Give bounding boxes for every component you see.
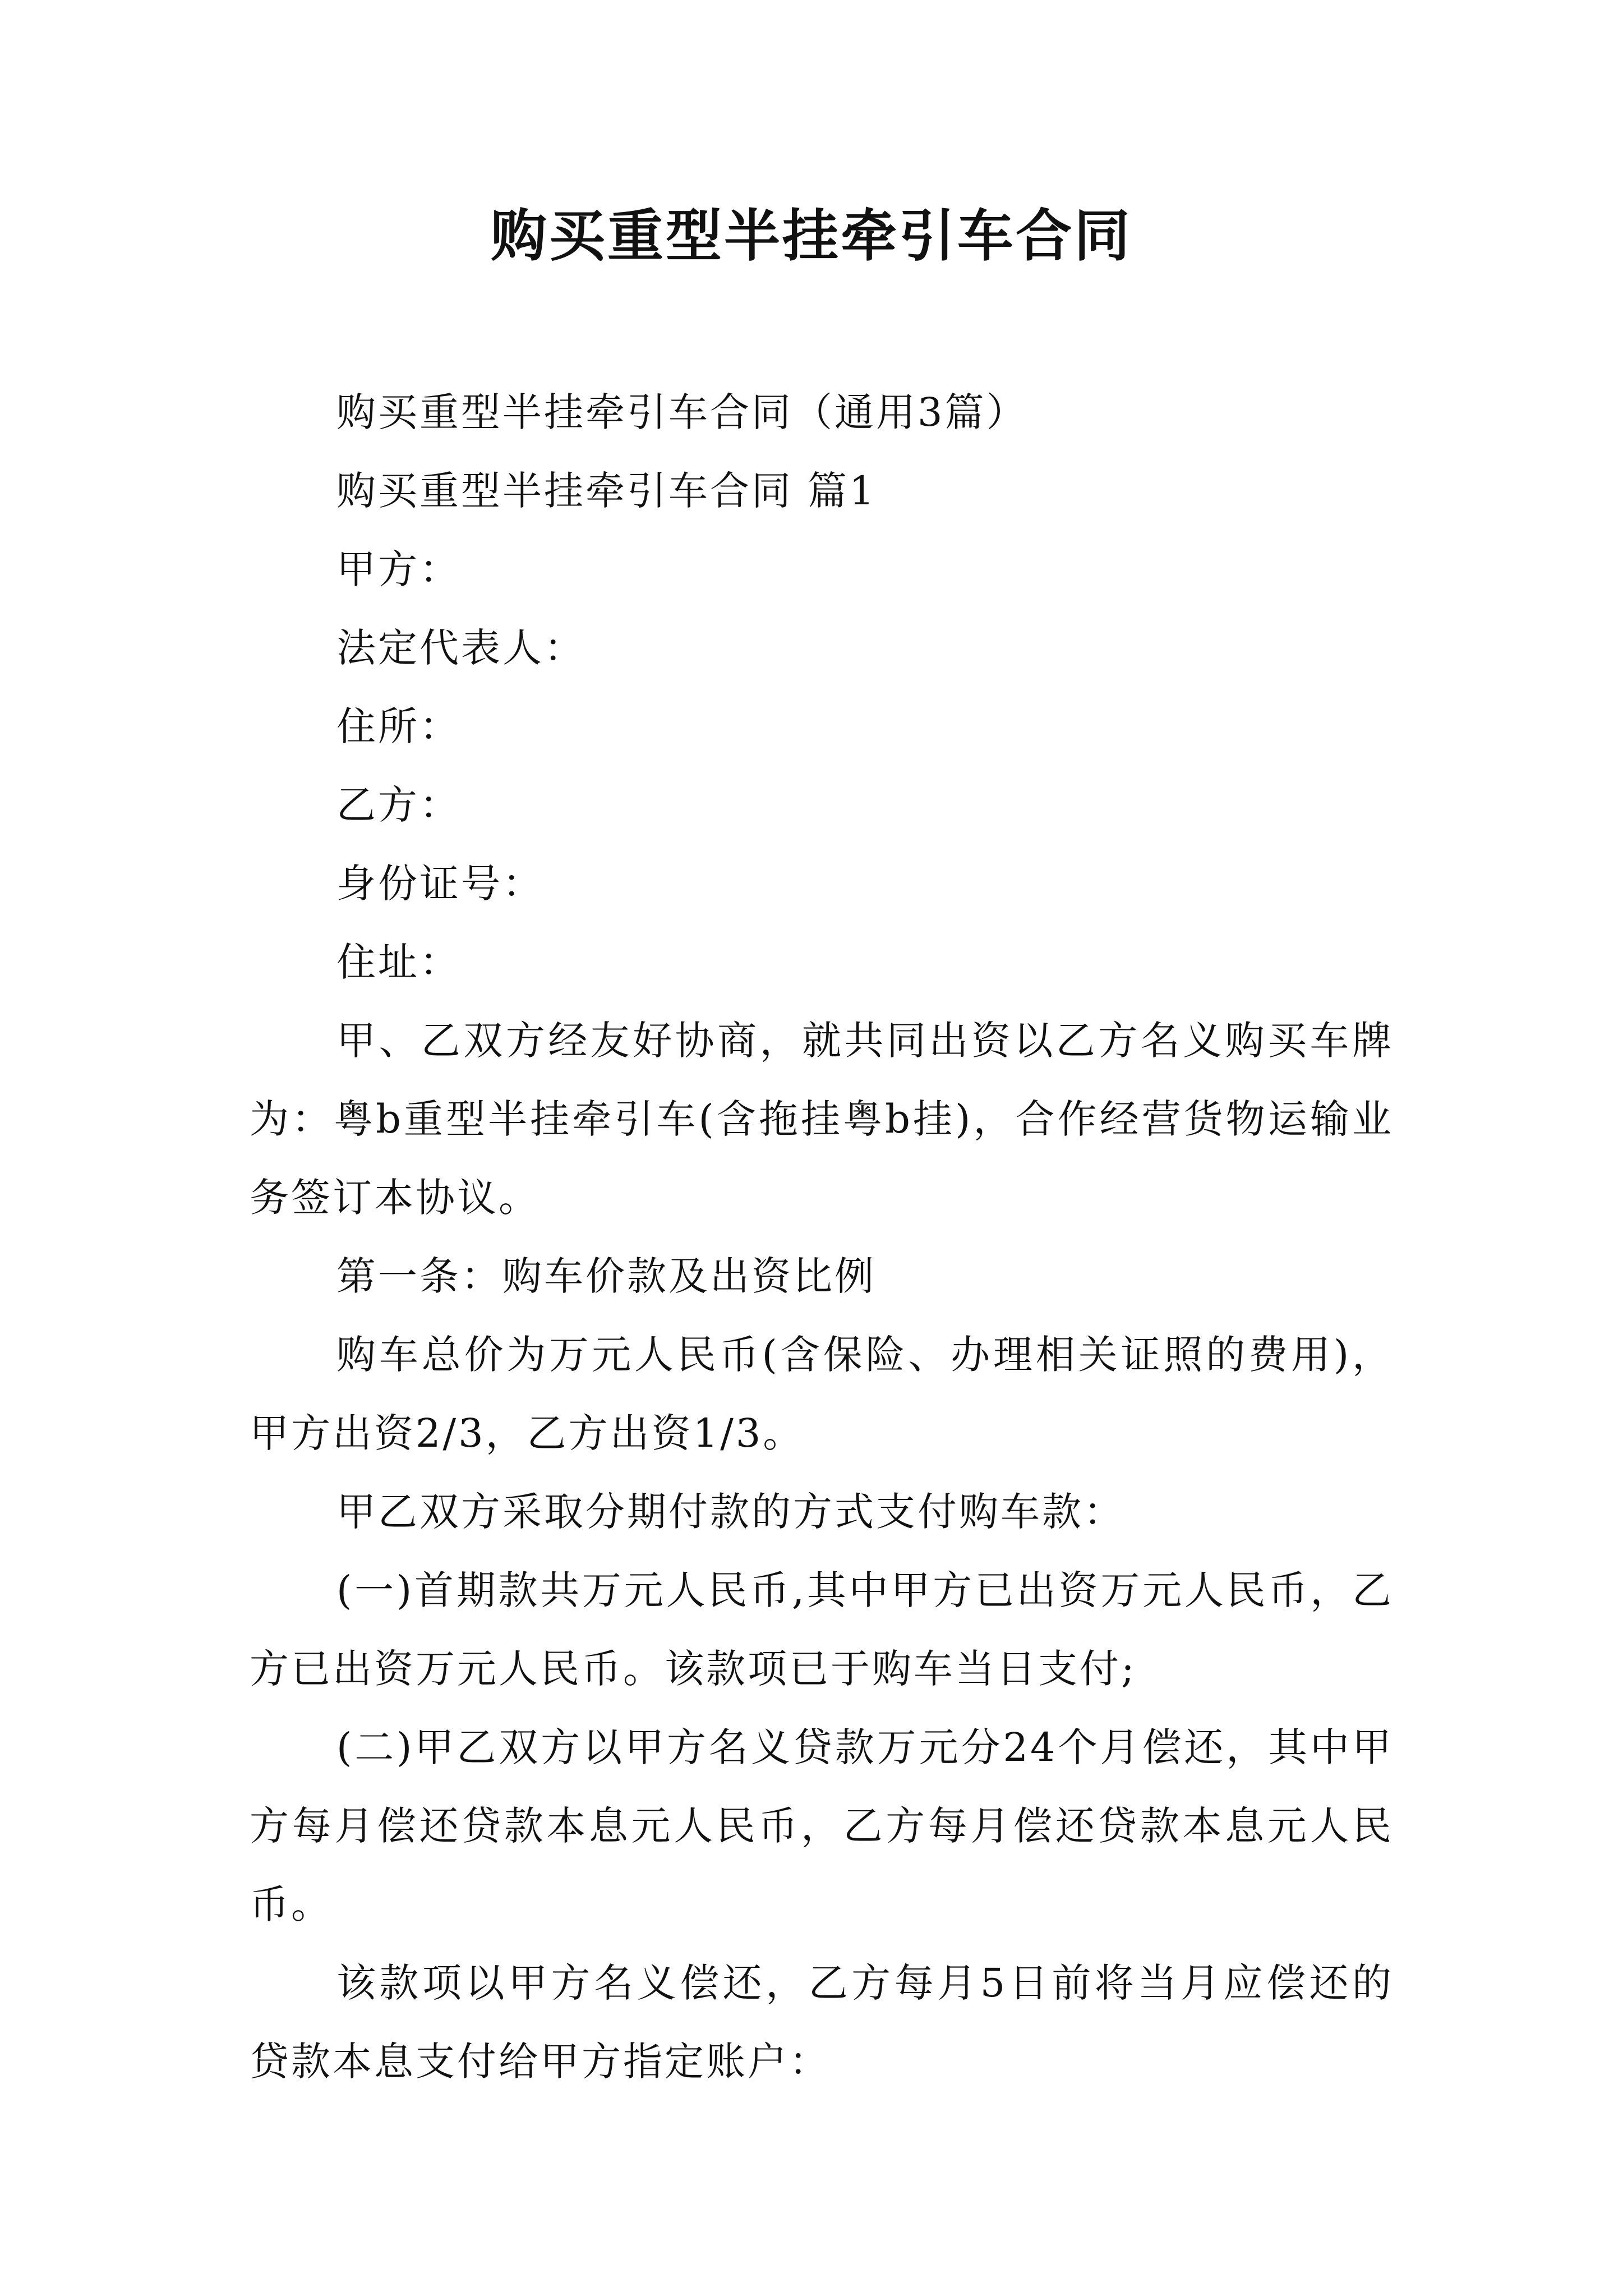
loan-repayment-paragraph: (二)甲乙双方以甲方名义贷款万元分24个月偿还，其中甲方每月偿还贷款本息元人民币，乙方每月偿还贷款本息元人民币。 xyxy=(250,1724,1394,1927)
party-b-field: 乙方： xyxy=(336,782,461,828)
id-number-field: 身份证号： xyxy=(336,861,544,907)
agreement-intro-paragraph: 甲、乙双方经友好协商，就共同出资以乙方名义购买车牌为：粤b重型半挂牵引车(含拖挂粤b挂)，合作经营货物运输业务签订本协议。 xyxy=(250,1018,1394,1221)
party-a-field: 甲方： xyxy=(336,546,461,592)
total-price-paragraph: 购车总价为万元人民币(含保险、办理相关证照的费用)，甲方出资2/3，乙方出资1/3。 xyxy=(250,1332,1394,1456)
section-heading: 购买重型半挂牵引车合同 篇1 xyxy=(336,468,877,514)
residence-field: 住所： xyxy=(336,703,461,749)
article-one-heading: 第一条：购车价款及出资比例 xyxy=(336,1253,876,1299)
document-body xyxy=(250,373,1394,2101)
first-payment-paragraph: (一)首期款共万元人民币,其中甲方已出资万元人民币，乙方已出资万元人民币。该款项已于购车当日支付; xyxy=(250,1567,1394,1692)
address-field: 住址： xyxy=(336,939,461,985)
subtitle-paragraph: 购买重型半挂牵引车合同（通用3篇） xyxy=(336,389,1028,435)
monthly-payment-paragraph: 该款项以甲方名义偿还，乙方每月5日前将当月应偿还的贷款本息支付给甲方指定账户： xyxy=(250,1960,1394,2085)
installment-method-paragraph: 甲乙双方采取分期付款的方式支付购车款： xyxy=(336,1489,1125,1535)
legal-representative-field: 法定代表人： xyxy=(336,625,585,671)
document-title: 购买重型半挂牵引车合同 xyxy=(491,203,1132,269)
